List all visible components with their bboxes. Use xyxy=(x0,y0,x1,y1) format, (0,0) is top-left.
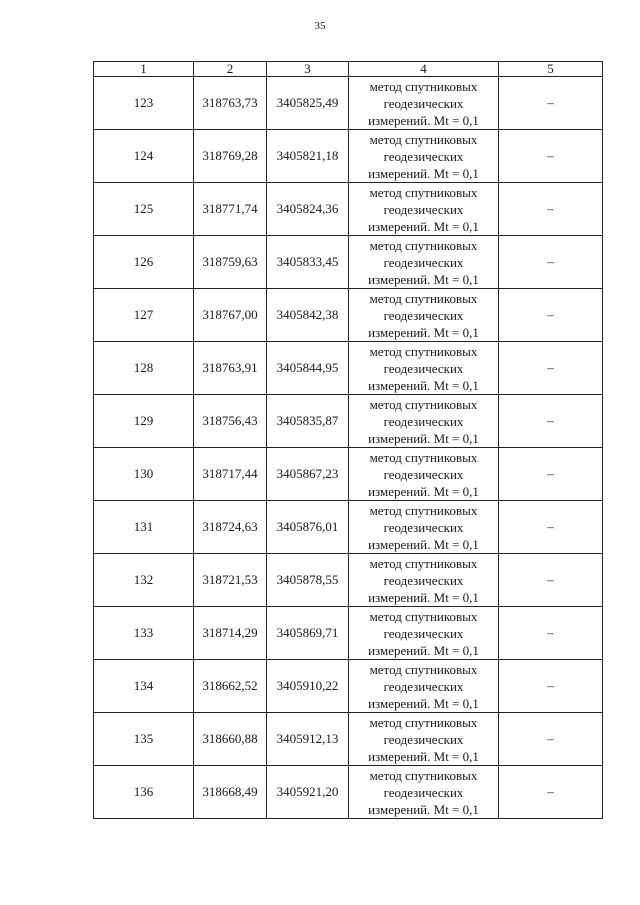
method-line: метод спутниковых xyxy=(369,131,478,147)
method-line: метод спутниковых xyxy=(369,767,478,783)
table-row xyxy=(94,183,603,236)
y-coordinate-cell: 3405876,01 xyxy=(267,501,349,554)
note-cell: – xyxy=(499,342,603,395)
method-cell xyxy=(349,236,499,289)
method-line: геодезических xyxy=(383,148,464,164)
method-line: измерений. Mt = 0,1 xyxy=(368,801,479,817)
method-line: метод спутниковых xyxy=(369,502,478,518)
method-cell xyxy=(349,77,499,130)
method-line: измерений. Mt = 0,1 xyxy=(368,112,479,128)
column-header-1: 1 xyxy=(94,62,194,77)
method-line: измерений. Mt = 0,1 xyxy=(368,748,479,764)
point-number-cell: 129 xyxy=(94,395,194,448)
table-body xyxy=(94,77,603,819)
table-row xyxy=(94,554,603,607)
method-line: геодезических xyxy=(383,625,464,641)
method-line: измерений. Mt = 0,1 xyxy=(368,377,479,393)
table-row xyxy=(94,130,603,183)
y-coordinate-cell: 3405833,45 xyxy=(267,236,349,289)
method-line: геодезических xyxy=(383,519,464,535)
y-coordinate-cell: 3405910,22 xyxy=(267,660,349,713)
method-line: измерений. Mt = 0,1 xyxy=(368,324,479,340)
x-coordinate-cell: 318763,73 xyxy=(194,77,267,130)
y-coordinate-cell: 3405912,13 xyxy=(267,713,349,766)
note-cell: – xyxy=(499,713,603,766)
method-line: метод спутниковых xyxy=(369,290,478,306)
column-header-5: 5 xyxy=(499,62,603,77)
method-line: геодезических xyxy=(383,360,464,376)
y-coordinate-cell: 3405825,49 xyxy=(267,77,349,130)
table-row xyxy=(94,77,603,130)
method-line: измерений. Mt = 0,1 xyxy=(368,271,479,287)
y-coordinate-cell: 3405824,36 xyxy=(267,183,349,236)
table-row xyxy=(94,660,603,713)
point-number-cell: 126 xyxy=(94,236,194,289)
x-coordinate-cell: 318662,52 xyxy=(194,660,267,713)
x-coordinate-cell: 318763,91 xyxy=(194,342,267,395)
method-cell xyxy=(349,289,499,342)
method-line: геодезических xyxy=(383,254,464,270)
method-line: измерений. Mt = 0,1 xyxy=(368,483,479,499)
method-cell xyxy=(349,660,499,713)
table-header-row xyxy=(94,62,603,77)
method-line: метод спутниковых xyxy=(369,343,478,359)
method-cell xyxy=(349,395,499,448)
x-coordinate-cell: 318660,88 xyxy=(194,713,267,766)
x-coordinate-cell: 318759,63 xyxy=(194,236,267,289)
method-line: метод спутниковых xyxy=(369,661,478,677)
x-coordinate-cell: 318767,00 xyxy=(194,289,267,342)
note-cell: – xyxy=(499,501,603,554)
note-cell: – xyxy=(499,448,603,501)
coordinates-table xyxy=(93,61,603,819)
method-cell xyxy=(349,607,499,660)
method-line: геодезических xyxy=(383,201,464,217)
method-line: геодезических xyxy=(383,784,464,800)
method-line: геодезических xyxy=(383,572,464,588)
column-header-4: 4 xyxy=(349,62,499,77)
point-number-cell: 135 xyxy=(94,713,194,766)
point-number-cell: 134 xyxy=(94,660,194,713)
y-coordinate-cell: 3405867,23 xyxy=(267,448,349,501)
method-line: геодезических xyxy=(383,413,464,429)
point-number-cell: 123 xyxy=(94,77,194,130)
y-coordinate-cell: 3405835,87 xyxy=(267,395,349,448)
table-row xyxy=(94,342,603,395)
method-line: метод спутниковых xyxy=(369,396,478,412)
table-row xyxy=(94,766,603,819)
note-cell: – xyxy=(499,130,603,183)
point-number-cell: 128 xyxy=(94,342,194,395)
column-header-3: 3 xyxy=(267,62,349,77)
table-row xyxy=(94,395,603,448)
method-line: метод спутниковых xyxy=(369,237,478,253)
method-line: метод спутниковых xyxy=(369,714,478,730)
x-coordinate-cell: 318769,28 xyxy=(194,130,267,183)
y-coordinate-cell: 3405921,20 xyxy=(267,766,349,819)
method-cell xyxy=(349,713,499,766)
point-number-cell: 124 xyxy=(94,130,194,183)
point-number-cell: 131 xyxy=(94,501,194,554)
y-coordinate-cell: 3405878,55 xyxy=(267,554,349,607)
method-line: геодезических xyxy=(383,731,464,747)
method-cell xyxy=(349,766,499,819)
method-line: измерений. Mt = 0,1 xyxy=(368,218,479,234)
point-number-cell: 127 xyxy=(94,289,194,342)
method-line: геодезических xyxy=(383,307,464,323)
table-row xyxy=(94,607,603,660)
method-line: измерений. Mt = 0,1 xyxy=(368,165,479,181)
note-cell: – xyxy=(499,660,603,713)
column-header-2: 2 xyxy=(194,62,267,77)
note-cell: – xyxy=(499,395,603,448)
method-line: метод спутниковых xyxy=(369,608,478,624)
method-line: метод спутниковых xyxy=(369,555,478,571)
point-number-cell: 132 xyxy=(94,554,194,607)
point-number-cell: 136 xyxy=(94,766,194,819)
method-cell xyxy=(349,554,499,607)
method-line: измерений. Mt = 0,1 xyxy=(368,536,479,552)
page-number: 35 xyxy=(314,20,326,32)
note-cell: – xyxy=(499,183,603,236)
table-row xyxy=(94,448,603,501)
method-line: метод спутниковых xyxy=(369,449,478,465)
method-line: метод спутниковых xyxy=(369,78,478,94)
note-cell: – xyxy=(499,236,603,289)
note-cell: – xyxy=(499,77,603,130)
x-coordinate-cell: 318721,53 xyxy=(194,554,267,607)
y-coordinate-cell: 3405869,71 xyxy=(267,607,349,660)
method-cell xyxy=(349,183,499,236)
method-cell xyxy=(349,448,499,501)
method-cell xyxy=(349,342,499,395)
y-coordinate-cell: 3405842,38 xyxy=(267,289,349,342)
x-coordinate-cell: 318717,44 xyxy=(194,448,267,501)
table-row xyxy=(94,289,603,342)
table-row xyxy=(94,501,603,554)
method-line: измерений. Mt = 0,1 xyxy=(368,430,479,446)
method-line: геодезических xyxy=(383,466,464,482)
y-coordinate-cell: 3405844,95 xyxy=(267,342,349,395)
x-coordinate-cell: 318756,43 xyxy=(194,395,267,448)
method-line: измерений. Mt = 0,1 xyxy=(368,695,479,711)
x-coordinate-cell: 318771,74 xyxy=(194,183,267,236)
method-line: геодезических xyxy=(383,95,464,111)
note-cell: – xyxy=(499,554,603,607)
note-cell: – xyxy=(499,607,603,660)
method-line: измерений. Mt = 0,1 xyxy=(368,642,479,658)
note-cell: – xyxy=(499,289,603,342)
method-cell xyxy=(349,501,499,554)
point-number-cell: 130 xyxy=(94,448,194,501)
method-line: геодезических xyxy=(383,678,464,694)
y-coordinate-cell: 3405821,18 xyxy=(267,130,349,183)
x-coordinate-cell: 318668,49 xyxy=(194,766,267,819)
method-line: измерений. Mt = 0,1 xyxy=(368,589,479,605)
x-coordinate-cell: 318714,29 xyxy=(194,607,267,660)
method-cell xyxy=(349,130,499,183)
method-line: метод спутниковых xyxy=(369,184,478,200)
point-number-cell: 125 xyxy=(94,183,194,236)
note-cell: – xyxy=(499,766,603,819)
table-row xyxy=(94,236,603,289)
point-number-cell: 133 xyxy=(94,607,194,660)
x-coordinate-cell: 318724,63 xyxy=(194,501,267,554)
table-row xyxy=(94,713,603,766)
